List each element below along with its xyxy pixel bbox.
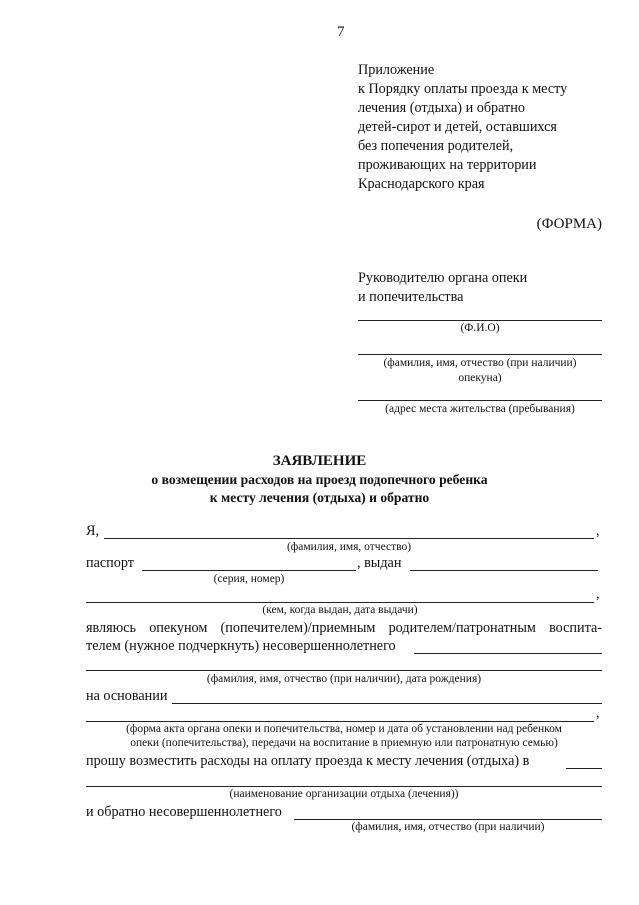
address-field[interactable] xyxy=(358,400,602,401)
minor-name-field-1[interactable] xyxy=(414,653,602,654)
comma: , xyxy=(596,705,600,721)
comma: , xyxy=(596,586,600,602)
organization-field-1[interactable] xyxy=(566,768,602,769)
guardian-caption-2: опекуна) xyxy=(458,372,502,384)
appendix-line: Краснодарского края xyxy=(358,176,485,192)
issued-caption: (кем, когда выдан, дата выдачи) xyxy=(262,604,418,616)
basis-caption-2: опеки (попечительства), передачи на воспитание в приемную или патронатную семью) xyxy=(130,737,558,749)
document-subtitle-1: о возмещении расходов на проезд подопечного ребенка xyxy=(151,472,488,487)
address-caption: (адрес места жительства (пребывания) xyxy=(385,403,575,415)
appendix-block xyxy=(358,61,567,194)
issued-label: , выдан xyxy=(357,555,402,571)
fio-field[interactable] xyxy=(358,320,602,321)
i-label: Я, xyxy=(86,523,100,539)
addressee-line-1: Руководителю органа опеки xyxy=(358,270,528,286)
page-number: 7 xyxy=(337,24,345,40)
issued-details-field[interactable] xyxy=(86,602,594,603)
appendix-line: к Порядку оплаты проезда к месту xyxy=(358,81,568,97)
document-subtitle-2: к месту лечения (отдыха) и обратно xyxy=(209,490,430,505)
form-label: (ФОРМА) xyxy=(536,216,602,232)
guardian-statement-line-1: являюсь опекуном (попечителем)/приемным родителем/патронатным воспита- xyxy=(86,620,602,636)
return-caption: (фамилия, имя, отчество (при наличии) xyxy=(351,821,545,833)
minor-name-field-2[interactable] xyxy=(86,670,602,671)
addressee-block xyxy=(358,269,527,307)
organization-field-2[interactable] xyxy=(86,786,602,787)
appendix-line: проживающих на территории xyxy=(358,157,537,173)
appendix-line: детей-сирот и детей, оставшихся xyxy=(358,119,557,135)
addressee-line-2: и попечительства xyxy=(358,289,464,305)
passport-label: паспорт xyxy=(86,555,134,571)
name-caption: (фамилия, имя, отчество) xyxy=(286,541,412,553)
minor-caption: (фамилия, имя, отчество (при наличии), дата рождения) xyxy=(206,673,482,685)
request-text: прошу возместить расходы на оплату проезда к месту лечения (отдыха) в xyxy=(86,753,530,769)
return-label: и обратно несовершеннолетнего xyxy=(86,804,282,820)
basis-field-2[interactable] xyxy=(86,721,594,722)
document-title: ЗАЯВЛЕНИЕ xyxy=(272,453,367,469)
guardian-statement-line-2: телем (нужное подчеркнуть) несовершеннолетнего xyxy=(86,638,396,654)
series-caption: (серия, номер) xyxy=(213,573,285,585)
appendix-line: лечения (отдыха) и обратно xyxy=(358,100,525,116)
appendix-line: без попечения родителей, xyxy=(358,138,514,154)
basis-caption-1: (форма акта органа опеки и попечительства, номер и дата об установлении над ребенком xyxy=(126,723,562,735)
passport-number-field[interactable] xyxy=(142,570,356,571)
guardian-name-field[interactable] xyxy=(358,354,602,355)
fio-caption: (Ф.И.О) xyxy=(460,322,500,334)
comma: , xyxy=(596,523,600,539)
basis-label: на основании xyxy=(86,688,168,704)
guardian-caption-1: (фамилия, имя, отчество (при наличии) xyxy=(383,357,577,369)
return-minor-name-field[interactable] xyxy=(294,819,602,820)
passport-issued-field[interactable] xyxy=(410,570,598,571)
org-caption: (наименование организации отдыха (лечения)) xyxy=(229,788,459,800)
appendix-line: Приложение xyxy=(358,62,435,78)
applicant-name-field[interactable] xyxy=(104,538,594,539)
basis-field-1[interactable] xyxy=(172,703,602,704)
